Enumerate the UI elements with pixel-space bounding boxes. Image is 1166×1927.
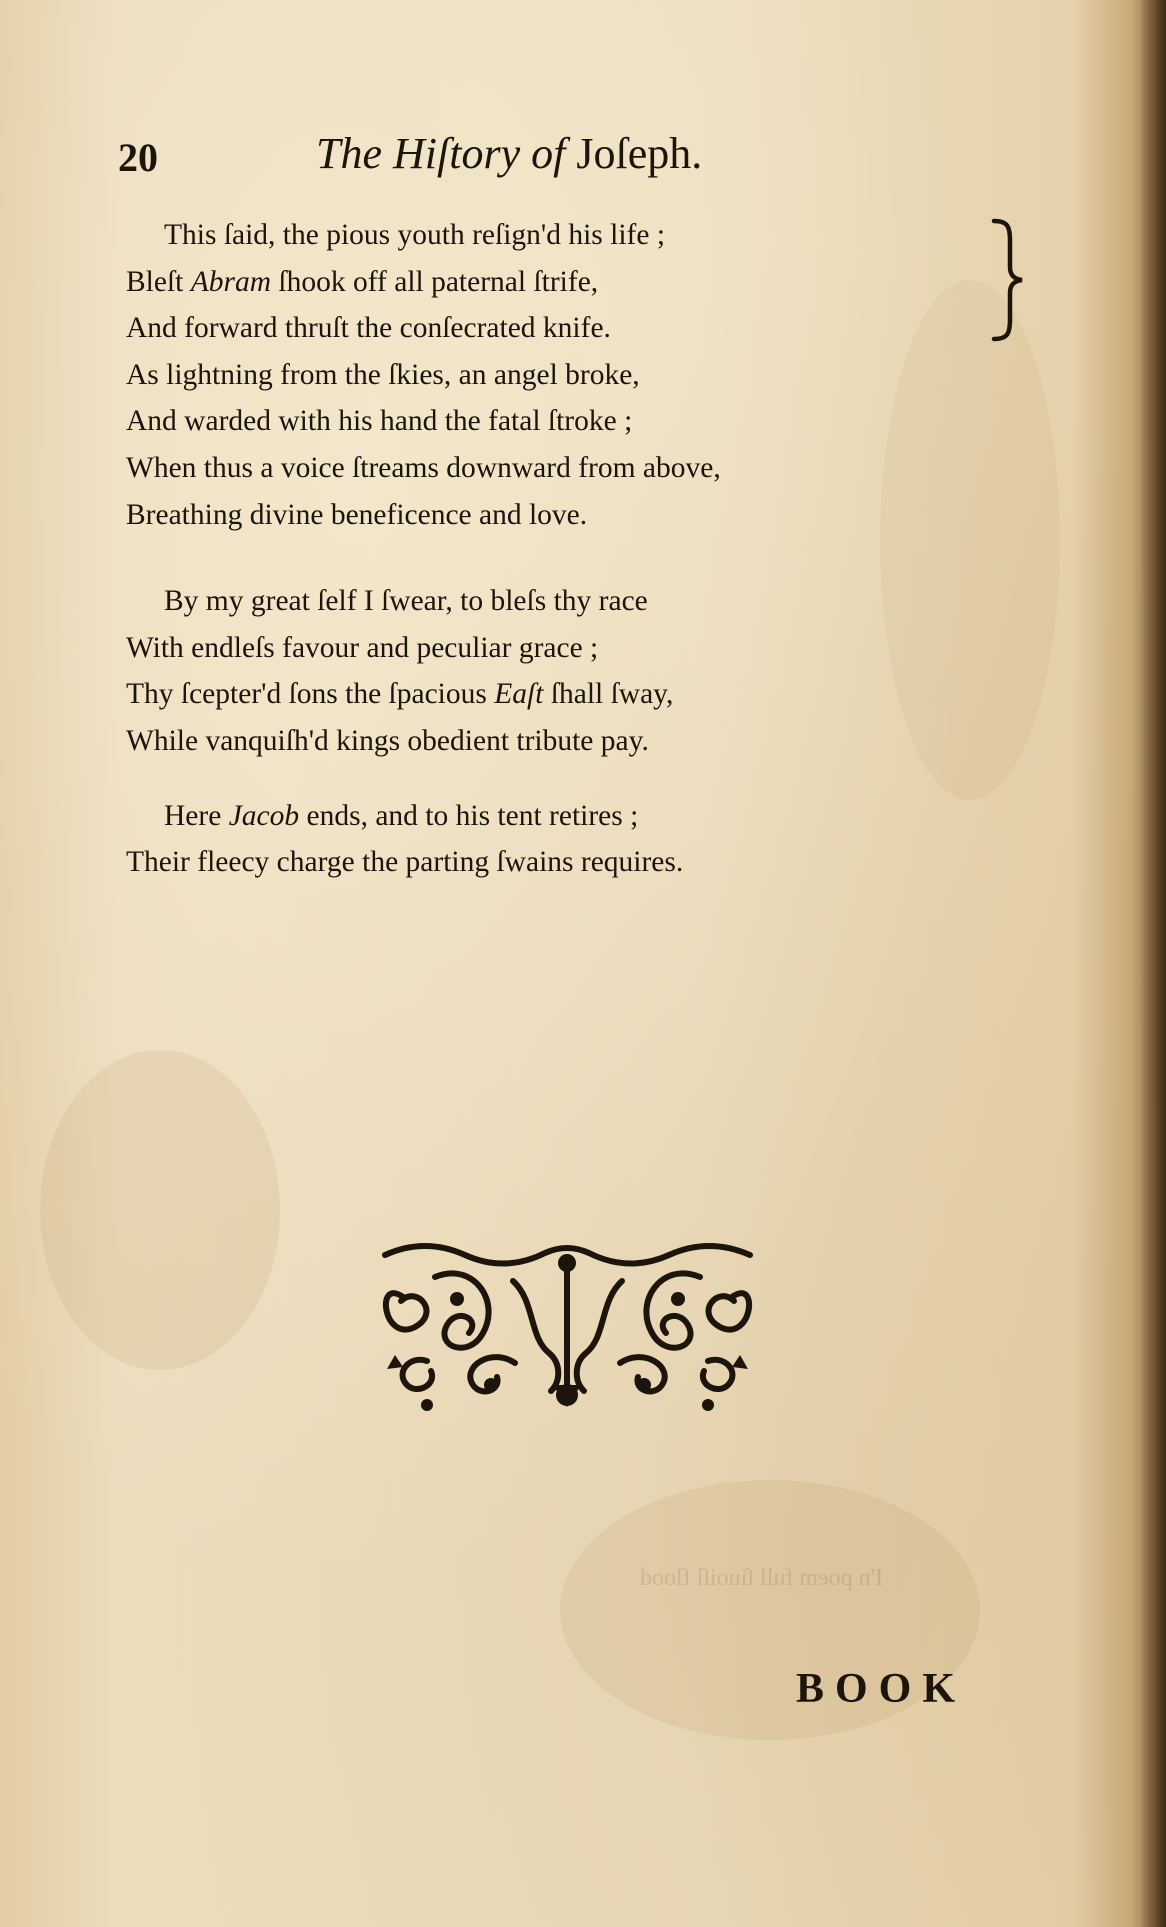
show-through-text: I'n poem full ſiuoiſl flood: [640, 1565, 883, 1591]
stanza: [126, 793, 966, 886]
verse-line: This ſaid, the pious youth reſign'd his life ;: [164, 219, 666, 251]
stanza-break: [126, 765, 966, 793]
italic-name: Abram: [190, 265, 272, 298]
poem-text: [126, 212, 966, 886]
verse-line: With endleſs favour and peculiar grace ;: [126, 631, 599, 664]
stanza: [126, 578, 966, 764]
triplet-brace: [990, 215, 1030, 345]
verse-line: Here Jacob ends, and to his tent retires ;: [164, 799, 639, 832]
italic-name: Eaſt: [494, 678, 544, 711]
verse-line: By my great ſelf I ſwear, to bleſs thy race: [164, 585, 648, 618]
stanza: [126, 212, 966, 538]
running-title-of: of: [531, 129, 566, 178]
running-title-name: Joſeph.: [576, 129, 703, 178]
stanza-break: [126, 538, 966, 578]
page-number: 20: [118, 135, 158, 180]
running-title: [316, 128, 702, 179]
verse-line: When thus a voice ſtreams downward from above,: [126, 451, 721, 484]
verse-line: Thy ſcepter'd ſons the ſpacious Eaſt ſhall ſway,: [126, 678, 674, 711]
verse-line: And forward thruſt the conſecrated knife.: [126, 312, 611, 345]
verse-line: As lightning from the ſkies, an angel broke,: [126, 358, 640, 391]
page-header: [118, 128, 838, 184]
verse-line: Breathing divine beneficence and love.: [126, 498, 588, 531]
verse-line: Bleſt Abram ſhook off all paternal ſtrife,: [126, 265, 599, 298]
ornament-vignette: [365, 1235, 770, 1415]
running-title-the: The: [316, 129, 382, 178]
italic-name: Jacob: [228, 799, 300, 832]
verse-line: Their fleecy charge the parting ſwains requires.: [126, 846, 684, 879]
verse-line: And warded with his hand the fatal ſtroke ;: [126, 405, 633, 438]
page-edge-shadow: [1140, 0, 1166, 1927]
catchword: BOOK: [796, 1666, 967, 1712]
paper-stain: [40, 1050, 280, 1370]
running-title-history: Hiſtory: [393, 129, 521, 178]
verse-line: While vanquiſh'd kings obedient tribute pay.: [126, 724, 649, 757]
